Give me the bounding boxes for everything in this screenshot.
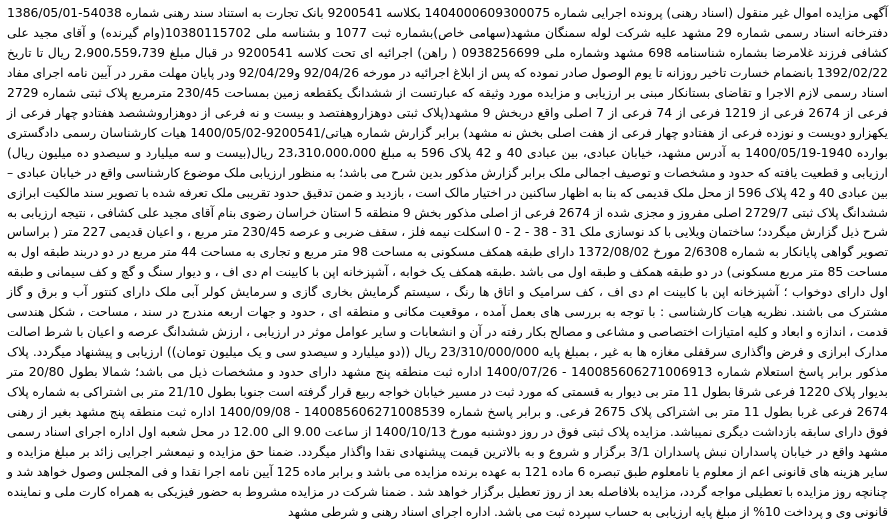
auction-notice-text: آگهی مزایده اموال غیر منقول (اسناد رهنی) پرونده اجرایی شماره 1404000609300075 بکلاسه 9200541 بانک تجارت به استناد سند رهنی شماره 54038-1386/05/01 دفترخانه اسناد رسمی شماره 29 مشهد علیه شرکت لوله سمنگان مشهد(سهامی خاص)بشماره ثبت 1077 و بشناسه ملی 10380115702(وام گیرنده) و آقای مجید علی کشافی فرزند غلامرضا بشماره شناسنامه 698 مشهد وشماره ملی 0938256699 ( راهن) اجرائیه ای تحت کلاسه 9200541 در قبال مبلغ 2،900،559،739 ریال تا تاریخ 1392/02/22 بانضمام خسارت تاخیر روزانه تا یوم الوصول صادر نموده که پس از ابلاغ اجرائیه در مورخه 92/04/26 و92/04/29 ودر پایان مهلت مقرر در آیین نامه اجرای مفاد اسناد رسمی لازم الاجرا و تقاضای بستانکار مبنی بر ارزیابی و مزایده مورد وثیقه که عبارتست از ششدانگ یکقطعه زمین بمساحت 230/45 مترمربع پلاک ثبتی شماره 2729 فرعی از 2674 فرعی از 1219 فرعی از 74 فرعی از 7 اصلی واقع دربخش 9 مشهد(پلاک ثبتی دوهزاروهفتصد و بیست و نه فرعی از دوهزاروششصد هفتادو چهار فرعی از یکهزارو دویست و نوزده فرعی از هفتادو چهار فرعی از هفت اصلی بخش نه مشهد) برابر گزارش شماره هیاتی/9200541-1400/05/02 هیات کارشناسان رسمی دادگستری بوارده 1940-1400/05/19 به آدرس مشهد، خیابان عبادی، بین عبادی 40 و 42 پلاک 596 به مبلغ 23،310،000،000 ریال(بیست و سه میلیارد و سیصدو ده میلیون ریال) ارزیابی و قطعیت یافته که حدود و مشخصات و توصیف اجمالی ملک برابر گزارش مذکور بدین شرح می باشد؛ به منظور ارزیابی ملک موضوع کارشناسی واقع در خیابان عبادی – بین عبادی 40 و 42 پلاک 596 از محل ملک قدیمی که بنا به اظهار ساکنین در اختیار مالک است ، بازدید و ضمن تدقیق حدود تقریبی ملک تعرفه شده با تصویر سند مالکیت ابرازی ششدانگ پلاک ثبتی 2729/7 اصلی مفروز و مجزی شده از 2674 فرعی از اصلی مذکور بخش 9 منطقه 5 استان خراسان رضوی بنام آقای مجید علی کشافی ، نتیجه ارزیابی به شرح ذیل گزارش میگردد؛ ساختمان ویلایی با کد نوسازی ملک 31 - 38 - 2 - 0 اسکلت نیمه فلز ، سقف ضربی و عرصه 230/45 متر مربع ، و اعیان قدیمی 227 متر ( براساس تصویر گواهی پایانکار به شماره 2/6308 مورخ 1372/08/02 دارای طبقه همکف مسکونی به مساحت 98 متر مربع و تجاری به مساحت 44 متر مربع در دو دربند طبقه اول به مساحت 85 متر مربع مسکونی) در دو طبقه همکف و طبقه اول می باشد .طبقه همکف یک خوابه ، آشپزخانه اپن با کابینت ام دی اف ، و دیوار سنگ و گچ و کف سیمانی و طبقه اول دارای دوخواب ؛ آشپزخانه اپن با کابینت ام دی اف ، کف سرامیک و اتاق ها رنگ ، سیستم گرمایش بخاری گازی و سرمایش کولر آبی ملک دارای کنتور آب و برق و گاز مشترک می باشند. نظریه هیات کارشناسی : با توجه به بررسی های بعمل آمده ، موقعیت مکانی و منطقه ای ، حدود و جهات اربعه مندرج در سند ، مساحت ، شکل هندسی قدمت ، اندازه و ابعاد و کلیه امتیازات اختصاصی و مشاعی و مصالح بکار رفته در آن و انشعابات و سایر عوامل موثر در ارزیابی ، ارزش ششدانگ عرصه و اعیان با شرط اصالت مدارک ابرازی و فرض واگذاری سرقفلی مغازه ها به غیر ، بمبلغ پایه 23/310/000/000 ریال ((دو میلیارد و سیصدو سی و یک میلیون تومان)) ارزیابی و پیشنهاد میگردد. پلاک مذکور برابر پاسخ استعلام شماره 140085606271006913 - 1400/07/26 اداره ثبت منطقه پنج مشهد دارای حدود و مشخصات ذیل می باشد؛ شمالا بطول 20/80 متر بدیوار پلاک 1220 فرعی شرقا بطول 11 متر بی دیوار به قسمتی که مورد ثبت در مسیر خیابان خواجه ربیع قرار گرفته است جنوبا بطول 21/10 متر بی اشتراکی به شماره پلاک 2674 فرعی غربا بطول 11 متر بی اشتراکی پلاک 2675 فرعی. و برابر پاسخ شماره 140085606271008539 - 1400/09/08 اداره ثبت منطقه پنج مشهد بغیر از رهنی فوق دارای سابقه بازداشت دیگری نمیباشد. مزایده پلاک ثبتی فوق در روز دوشنبه مورخ 1400/10/13 از ساعت 9.00 الی 12.00 در محل شعبه اول اداره اجرای اسناد رسمی مشهد واقع در خیابان پاسداران نبش پاسداران 3/1 برگزار و شروع و به بالاترین قیمت پیشنهادی نقدا واگذار میگردد. ضمنا حق مزایده و نیمعشر اجرایی زائد بر مبلغ مزایده و سایر هزینه های قانونی اعم از معلوم یا نامعلوم طبق تبصره 6 ماده 121 به عهده برنده مزایده می باشد و برابر ماده 125 آیین نامه اجرا نقدا و فی المجلس وصول خواهد شد و چنانچه روز مزایده با تعطیلی مواجه گردد، مزایده بلافاصله بعد از روز تعطیل برگزار خواهد شد . ضمنا شرکت در مزایده مشروط به حضور فیزیکی به همراه کارت ملی و نماینده قانونی وی و پرداخت 10% از مبلغ پایه ارزیابی به حساب سپرده ثبت می باشد. اداره اجرای اسناد رهنی و شرطی مشهد [7,6,889,519]
